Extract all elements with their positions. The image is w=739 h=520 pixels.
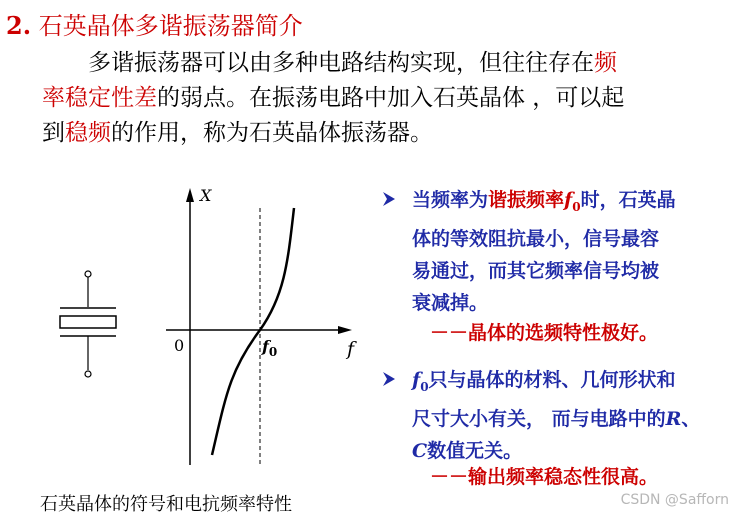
bullet-line: 体的等效阻抗最小，信号最容 — [412, 227, 660, 250]
section-title — [6, 6, 303, 41]
paragraph-line-2 — [42, 81, 734, 116]
reactance-frequency-graph — [160, 180, 360, 470]
bullet-line: 衰减掉。 — [412, 291, 489, 314]
bullet-line — [412, 403, 700, 435]
bullet-text-part: 只与晶体的材料、几何形状和 — [428, 369, 676, 391]
arrow-bullet-icon — [382, 191, 396, 207]
arrow-bullet-icon — [382, 371, 396, 387]
section-number: 2. — [6, 11, 32, 40]
paragraph-line-3 — [42, 116, 734, 151]
paragraph-text: 多谐振荡器可以由多种电路结构实现，但往往存在 — [88, 50, 594, 76]
f0-symbol: f — [262, 337, 269, 356]
bullet-text-part: 当频率为 — [412, 189, 489, 211]
paragraph-line-1 — [42, 46, 734, 81]
f0-subscript: 0 — [420, 379, 429, 394]
bullet-note: －－输出频率稳态性很高。 — [430, 466, 659, 488]
bullet-line — [412, 364, 700, 403]
x-axis-label: f — [347, 338, 355, 360]
bullet-text — [412, 184, 676, 319]
figure-caption: 石英晶体的符号和电抗频率特性 — [40, 494, 292, 515]
bullet-text-part: 数值无关。 — [427, 439, 523, 462]
highlight-text: 频 — [594, 50, 617, 76]
c-symbol: C — [412, 439, 428, 462]
y-axis-label: X — [200, 186, 212, 205]
f0-subscript: 0 — [572, 199, 581, 214]
bullet-text-part: 、 — [681, 407, 701, 430]
paragraph-text: 的弱点。在振荡电路中加入石英晶体 ，可以起 — [157, 85, 625, 111]
f0-symbol: f — [564, 189, 573, 211]
watermark: CSDN @Safforn — [620, 492, 729, 508]
bullet-text-part: 时，石英晶 — [580, 189, 676, 211]
f0-subscript: 0 — [268, 345, 278, 360]
highlight-text: 率稳定性差 — [42, 85, 157, 111]
r-symbol: R — [665, 407, 682, 430]
crystal-symbol-icon — [55, 270, 125, 380]
bullet-text — [412, 364, 700, 467]
section-title-text: 石英晶体多谐振荡器简介 — [38, 12, 303, 40]
bullet-text-part: 尺寸大小有关， 而与电路中的 — [412, 407, 666, 430]
f0-label — [262, 337, 277, 359]
intro-paragraph — [42, 46, 734, 151]
f0-symbol: f — [412, 369, 421, 391]
bullet-line — [412, 184, 676, 223]
bullet-line: 易通过，而其它频率信号均被 — [412, 259, 660, 282]
origin-label: 0 — [174, 336, 185, 355]
bullet-note: －－晶体的选频特性极好。 — [430, 322, 659, 344]
paragraph-text: 的作用，称为石英晶体振荡器。 — [111, 120, 433, 146]
highlight-text: 稳频 — [65, 120, 111, 146]
paragraph-text: 到 — [42, 120, 65, 146]
highlight-text: 谐振频率 — [488, 189, 565, 211]
